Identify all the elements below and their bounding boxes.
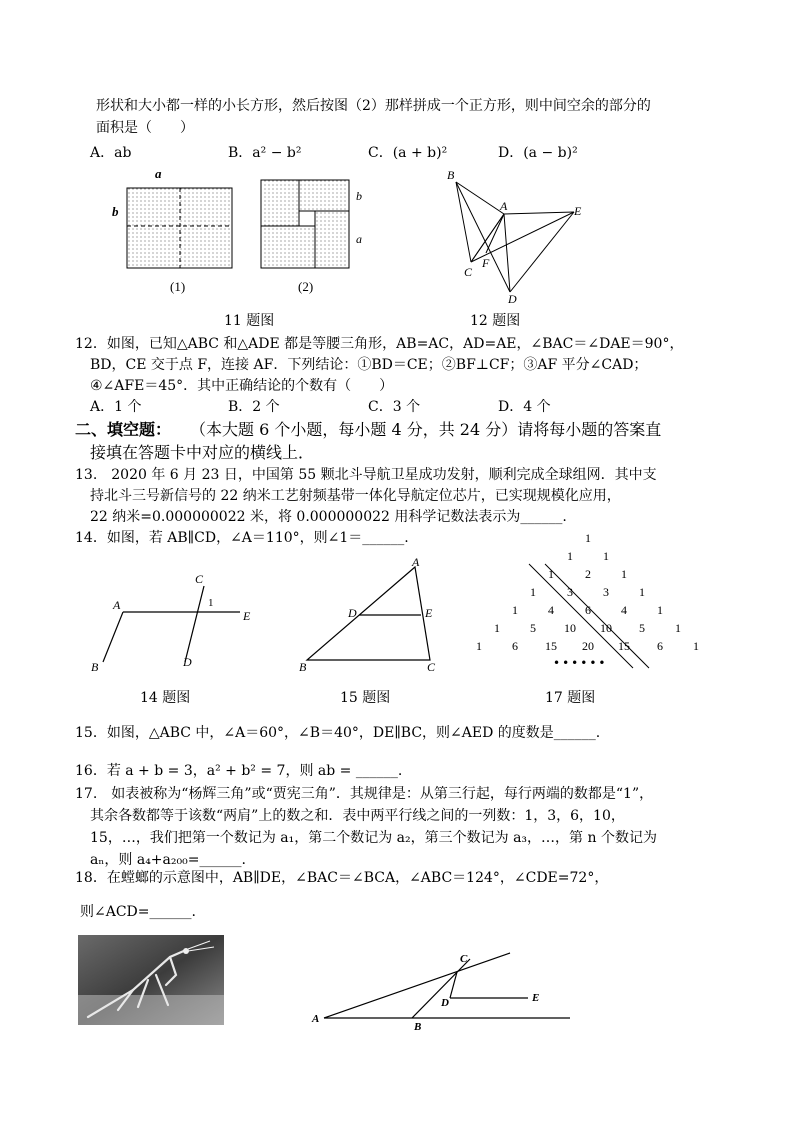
tri-r5-c1: 5 (530, 621, 536, 635)
fig2-caption: (2) (298, 279, 314, 294)
q15-figure (295, 555, 445, 675)
fig1-label-a: a (155, 166, 162, 181)
fig1-caption: (1) (170, 279, 186, 294)
tri-r2-c0: 1 (548, 567, 554, 581)
tri-r2-c1: 2 (585, 567, 591, 581)
q12-caption: 12 题图 (470, 313, 521, 329)
tri-r6-c5: 6 (657, 639, 663, 653)
tri-r5-c5: 1 (675, 621, 681, 635)
mantis-photo (78, 935, 224, 1025)
q17-line3: 15，…，我们把第一个数记为 a₁，第二个数记为 a₂，第三个数记为 a₃，…，第 n 个数记为 (90, 830, 657, 846)
q12-line2: BD，CE 交于点 F，连接 AF．下列结论：①BD＝CE；②BF⊥CF；③AF 平分∠CAD； (90, 357, 648, 373)
q15-label-a: A (412, 555, 420, 569)
fig2-label-b: b (356, 189, 362, 203)
q12-option-a: A．1 个 (90, 399, 142, 415)
q18-label-a: A (312, 1013, 320, 1025)
fig1-rect (127, 188, 232, 268)
q14-label-1: 1 (208, 597, 214, 609)
q15-label-e: E (425, 606, 433, 620)
q12-option-b: B．2 个 (228, 399, 280, 415)
q18-line2: 则∠ACD=______. (80, 904, 196, 920)
q11-option-b: B．a² − b² (228, 145, 302, 161)
q12-line3: ④∠AFE＝45°．其中正确结论的个数有（ ） (90, 378, 394, 394)
tri-r1-c1: 1 (603, 549, 609, 563)
q17-line1: 17. 如表被称为“杨辉三角”或“贾宪三角”．其规律是：从第三行起，每行两端的数都是“1”， (75, 786, 654, 802)
q11-line1: 形状和大小都一样的小长方形，然后按图（2）那样拼成一个正方形，则中间空余的部分的 (96, 98, 651, 114)
q15-label-c: C (427, 660, 436, 674)
q15-caption: 15 题图 (340, 690, 391, 706)
q12-line1: 12．如图，已知△ABC 和△ADE 都是等腰三角形，AB=AC，AD=AE，∠BAC＝∠DAE＝90°， (75, 336, 684, 352)
q13-line1: 13. 2020 年 6 月 23 日，中国第 55 颗北斗导航卫星成功发射，顺利完成全球组网．其中支 (75, 467, 657, 483)
pt-e: E (574, 204, 582, 218)
q11-figure (100, 160, 370, 310)
q17-caption: 17 题图 (545, 690, 596, 706)
tri-r2-c2: 1 (621, 567, 627, 581)
tri-r6-c4: 15 (618, 639, 630, 653)
q14-label-c: C (195, 572, 204, 586)
q11-line2: 面积是（ ） (96, 120, 194, 136)
pt-f: F (482, 256, 490, 270)
q16-text: 16．若 a + b = 3，a² + b² = 7，则 ab = ______. (75, 763, 403, 779)
tri-r6-c3: 20 (582, 639, 594, 653)
tri-r3-c2: 3 (603, 585, 609, 599)
q15-label-b: B (299, 660, 307, 674)
q13-line2: 持北斗三号新信号的 22 纳米工艺射频基带一体化导航定位芯片，已实现规模化应用， (90, 488, 621, 504)
q14-label-e: E (243, 609, 251, 623)
fig2-label-a: a (356, 232, 362, 246)
tri-r4-c0: 1 (512, 603, 518, 617)
section2-title: 二、填空题： (75, 420, 172, 439)
tri-r4-c4: 1 (657, 603, 663, 617)
q18-line1: 18．在螳螂的示意图中，AB∥DE，∠BAC＝∠BCA，∠ABC＝124°，∠CDE=72°， (75, 870, 609, 886)
tri-r6-c2: 15 (545, 639, 557, 653)
q17-line4: aₙ，则 a₄+a₂₀₀=______. (90, 852, 246, 868)
tri-r3-c0: 1 (530, 585, 536, 599)
tri-r4-c1: 4 (548, 603, 554, 617)
q18-label-d: D (441, 997, 449, 1009)
q14-label-d: D (183, 655, 192, 669)
q14-figure (85, 570, 265, 680)
q11-caption: 11 题图 (224, 313, 275, 329)
tri-r6-c1: 6 (512, 639, 518, 653)
pt-b: B (447, 168, 455, 182)
tri-dots: •••••• (553, 656, 608, 670)
q15-text: 15．如图，△ABC 中，∠A＝60°，∠B＝40°，DE∥BC，则∠AED 的度数是______. (75, 725, 601, 741)
q11-option-a: A．ab (90, 145, 132, 161)
tri-r3-c3: 1 (639, 585, 645, 599)
pt-c: C (464, 265, 473, 279)
tri-r5-c2: 10 (564, 621, 576, 635)
pt-d: D (508, 292, 517, 306)
q14-label-a: A (113, 598, 121, 612)
q13-line3: 22 纳米=0.000000022 米，将 0.000000022 用科学记数法表示为______. (90, 509, 567, 525)
q18-figure (310, 945, 580, 1035)
q14-caption: 14 题图 (140, 690, 191, 706)
q14-text: 14．如图，若 AB∥CD，∠A＝110°，则∠1＝______. (75, 530, 409, 546)
tri-r5-c0: 1 (494, 621, 500, 635)
q17-line2: 其余各数都等于该数“两肩”上的数之和．表中两平行线之间的一列数：1，3，6，10， (90, 808, 625, 824)
q11-option-d: D．(a − b)² (498, 145, 578, 161)
tri-r4-c2: 6 (585, 603, 591, 617)
tri-r6-c6: 1 (693, 639, 699, 653)
tri-r4-c3: 4 (621, 603, 627, 617)
fig1-label-b: b (112, 204, 119, 219)
section2-desc1: （本大题 6 个小题，每小题 4 分，共 24 分）请将每小题的答案直 (190, 420, 662, 439)
pt-a: A (500, 199, 508, 213)
q18-label-c: C (460, 953, 468, 965)
q12-option-d: D．4 个 (498, 399, 551, 415)
q18-label-b: B (414, 1021, 422, 1033)
q14-label-b: B (91, 660, 99, 674)
q12-option-c: C．3 个 (368, 399, 421, 415)
tri-r1-c0: 1 (567, 549, 573, 563)
q18-label-e: E (532, 992, 540, 1004)
section2-desc2: 接填在答题卡中对应的横线上． (90, 443, 315, 462)
tri-r6-c0: 1 (476, 639, 482, 653)
q12-figure (440, 165, 600, 310)
tri-r5-c4: 5 (639, 621, 645, 635)
q11-option-c: C．(a + b)² (368, 145, 448, 161)
tri-r5-c3: 10 (600, 621, 612, 635)
tri-r3-c1: 3 (567, 585, 573, 599)
q15-label-d: D (348, 606, 357, 620)
tri-r0-c0: 1 (585, 531, 591, 545)
